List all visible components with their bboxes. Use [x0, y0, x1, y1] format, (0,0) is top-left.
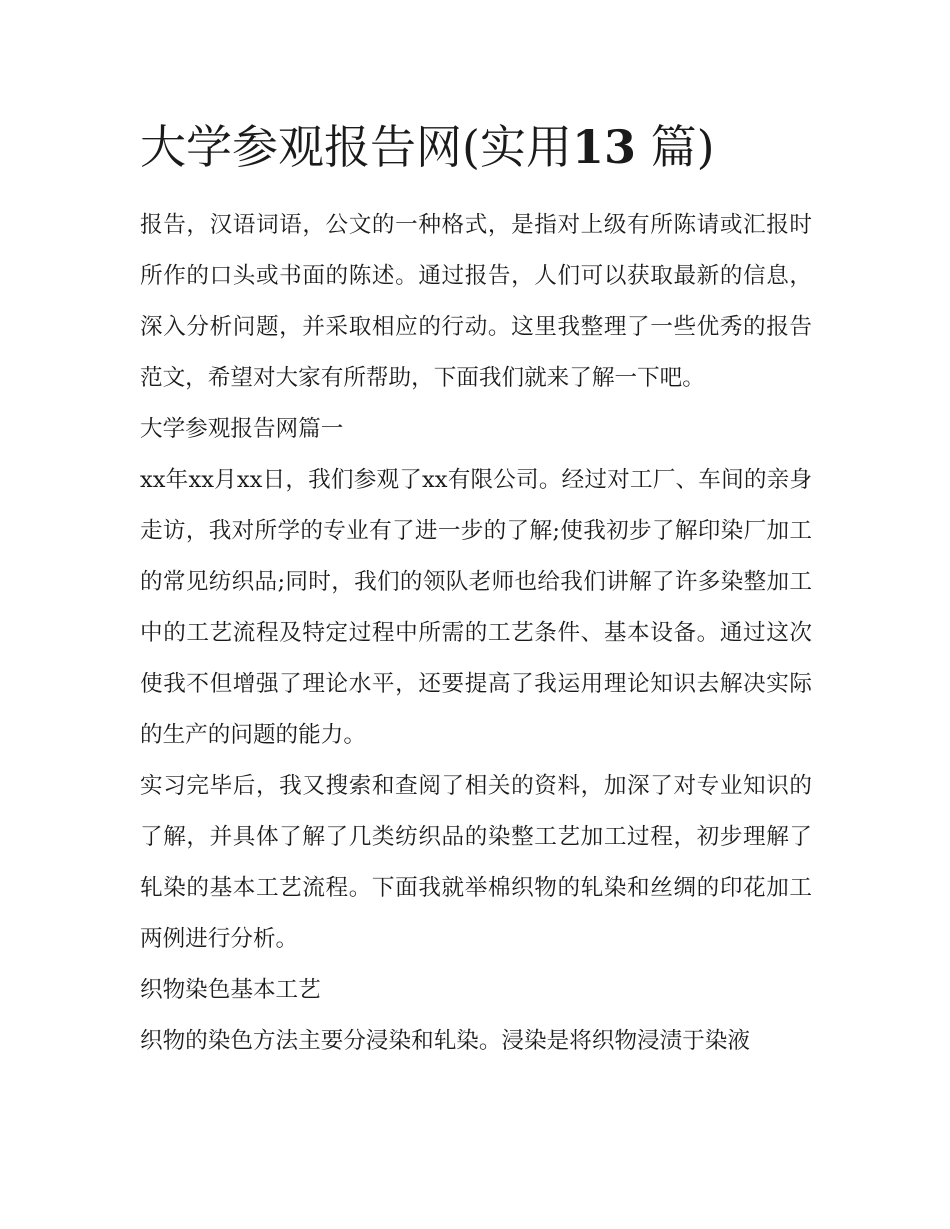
document-title [140, 112, 812, 182]
section-heading-part-one: 大学参观报告网篇一 [140, 416, 344, 442]
dyeing-method-paragraph: 织物的染色方法主要分浸染和轧染。浸染是将织物浸渍于染液 [140, 1028, 751, 1054]
section-heading-dyeing-process: 织物染色基本工艺 [140, 977, 321, 1003]
intro-paragraph: 报告，汉语词语，公文的一种格式，是指对上级有所陈请或汇报时所作的口头或书面的陈述。通过报告，人们可以获取最新的信息，深入分析问题，并采取相应的行动。这里我整理了一些优秀的报告范文，希望对大家有所帮助，下面我们就来了解一下吧。 [140, 212, 812, 391]
title-prefix: 大学参观报告网(实用 [140, 120, 572, 174]
visit-paragraph: xx年xx月xx日，我们参观了xx有限公司。经过对工厂、车间的亲身走访，我对所学的专业有了进一步的了解;使我初步了解印染厂加工的常见纺织品;同时，我们的领队老师也给我们讲解了许多染整加工中的工艺流程及特定过程中所需的工艺条件、基本设备。通过这次使我不但增强了理论水平，还要提高了我运用理论知识去解决实际的生产的问题的能力。 [140, 467, 812, 748]
title-suffix: 篇) [650, 120, 715, 174]
title-number: 13 [571, 120, 636, 174]
document-page [140, 112, 812, 1067]
internship-paragraph: 实习完毕后，我又搜索和查阅了相关的资料，加深了对专业知识的了解，并具体了解了几类纺织品的染整工艺加工过程，初步理解了轧染的基本工艺流程。下面我就举棉织物的轧染和丝绸的印花加工两例进行分析。 [140, 773, 812, 952]
